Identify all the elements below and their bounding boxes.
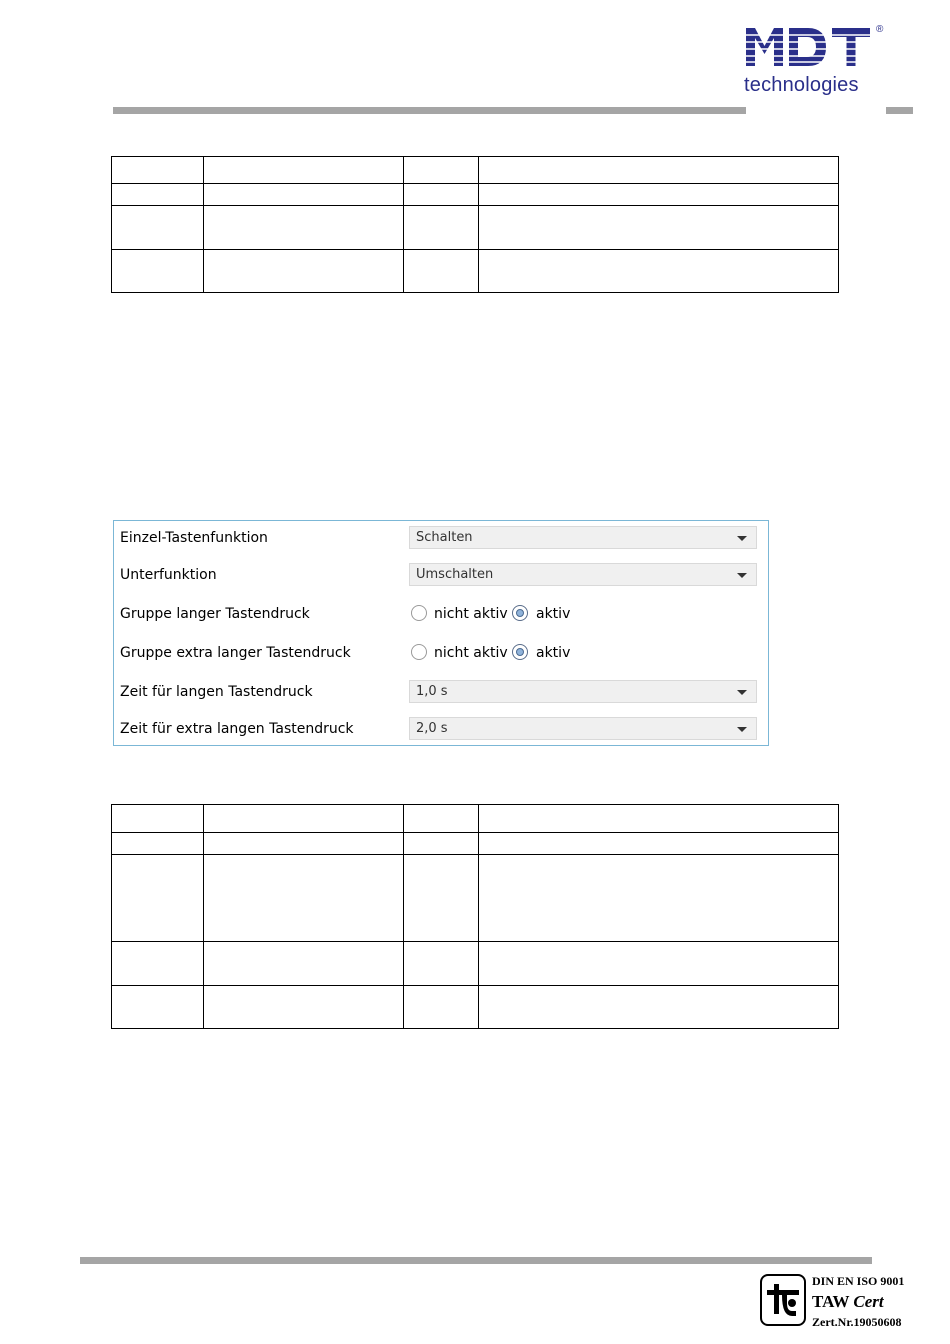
cert-taw-line: TAW Cert [812,1292,884,1311]
taw-cert-logo-icon [760,1274,806,1326]
radio-extra-langer-aktiv[interactable] [512,644,528,660]
unterfunktion-dropdown[interactable] [409,563,757,586]
table-row [112,157,839,184]
logo-text: technologies [744,74,859,96]
chevron-down-icon [737,690,747,695]
table-row [112,986,839,1029]
zeit-extra-langer-tastendruck-dropdown[interactable] [409,717,757,740]
table-row [112,250,839,293]
dropdown-value: 2,0 s [416,721,448,736]
table-row [112,805,839,833]
label-zeit-extra-langer-tastendruck: Zeit für extra langen Tastendruck [120,721,354,737]
label-einzel-tastenfunktion: Einzel-Tastenfunktion [120,530,268,546]
table-bottom [111,804,839,1029]
footer-rule [80,1257,872,1264]
radio-label-aktiv: aktiv [536,645,571,661]
label-gruppe-langer-tastendruck: Gruppe langer Tastendruck [120,606,310,622]
label-unterfunktion: Unterfunktion [120,567,217,583]
table-top [111,156,839,293]
radio-langer-aktiv[interactable] [512,605,528,621]
header-rule-gap [746,105,886,117]
table-row [112,942,839,986]
table-row [112,184,839,206]
registered-mark: ® [876,24,884,35]
label-zeit-langer-tastendruck: Zeit für langen Tastendruck [120,684,313,700]
dropdown-value: 1,0 s [416,684,448,699]
chevron-down-icon [737,573,747,578]
cert-iso-line: DIN EN ISO 9001 [812,1274,905,1288]
table-row [112,855,839,942]
mdt-logo-letters [746,26,870,68]
chevron-down-icon [737,536,747,541]
chevron-down-icon [737,727,747,732]
radio-label-nicht-aktiv: nicht aktiv [434,645,508,661]
parameter-panel [113,520,769,746]
radio-langer-nicht-aktiv[interactable] [411,605,427,621]
dropdown-value: Schalten [416,530,473,545]
mdt-logo [740,24,890,106]
radio-label-nicht-aktiv: nicht aktiv [434,606,508,622]
einzel-tastenfunktion-dropdown[interactable] [409,526,757,549]
dropdown-value: Umschalten [416,567,494,582]
table-row [112,833,839,855]
zeit-langer-tastendruck-dropdown[interactable] [409,680,757,703]
radio-extra-langer-nicht-aktiv[interactable] [411,644,427,660]
table-row [112,206,839,250]
label-gruppe-extra-langer-tastendruck: Gruppe extra langer Tastendruck [120,645,351,661]
radio-label-aktiv: aktiv [536,606,571,622]
cert-number-line: Zert.Nr.19050608 [812,1315,902,1329]
